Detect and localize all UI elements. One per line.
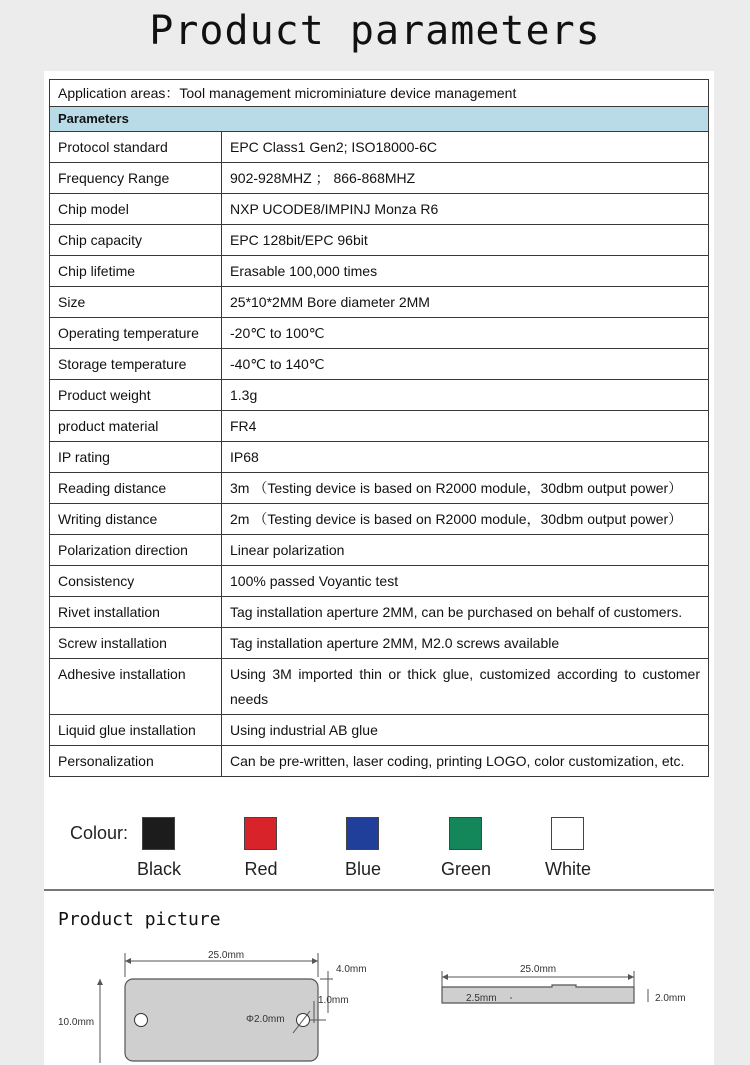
hole-offset-top-label: 4.0mm [336, 964, 367, 975]
table-row [50, 349, 709, 380]
parameter-value: Tag installation aperture 2MM, M2.0 screws available [222, 628, 709, 659]
side-length-label: 25.0mm [520, 964, 557, 975]
parameter-value: 2m （Testing device is based on R2000 module，30dbm output power） [222, 504, 709, 535]
parameter-name: Rivet installation [50, 597, 222, 628]
parameter-value: Erasable 100,000 times [222, 256, 709, 287]
parameter-name: IP rating [50, 442, 222, 473]
parameter-value: Can be pre-written, laser coding, printing LOGO, color customization, etc. [222, 746, 709, 777]
parameter-value: 25*10*2MM Bore diameter 2MM [222, 287, 709, 318]
parameter-name: Chip lifetime [50, 256, 222, 287]
table-row [50, 225, 709, 256]
parameter-name: Chip capacity [50, 225, 222, 256]
table-row [50, 504, 709, 535]
table-row [50, 628, 709, 659]
parameter-name: Adhesive installation [50, 659, 222, 715]
parameter-value: 3m （Testing device is based on R2000 module，30dbm output power） [222, 473, 709, 504]
application-areas: Application areas：Tool management microminiature device management [50, 80, 709, 107]
table-row [50, 256, 709, 287]
table-row [50, 715, 709, 746]
table-row [50, 194, 709, 225]
parameter-value: Linear polarization [222, 535, 709, 566]
parameter-value: Using 3M imported thin or thick glue, customized according to customer needs [222, 659, 709, 715]
table-row [50, 318, 709, 349]
parameters-header-row [50, 107, 709, 132]
table-row [50, 535, 709, 566]
parameter-value: NXP UCODE8/IMPINJ Monza R6 [222, 194, 709, 225]
colour-name: Red [244, 859, 278, 879]
parameter-name: Personalization [50, 746, 222, 777]
parameter-name: Frequency Range [50, 163, 222, 194]
parameter-value: -40℃ to 140℃ [222, 349, 709, 380]
parameters-table [49, 79, 709, 777]
front-height-label: 10.0mm [58, 1017, 95, 1028]
parameter-name: Writing distance [50, 504, 222, 535]
parameter-value: 1.3g [222, 380, 709, 411]
parameter-value: Tag installation aperture 2MM, can be purchased on behalf of customers. [222, 597, 709, 628]
parameter-name: Size [50, 287, 222, 318]
product-drawings [58, 941, 698, 1065]
table-row [50, 380, 709, 411]
table-row [50, 132, 709, 163]
parameter-name: Chip model [50, 194, 222, 225]
parameter-name: Storage temperature [50, 349, 222, 380]
table-row [50, 566, 709, 597]
page-title: Product parameters [149, 8, 601, 54]
colour-swatch [551, 817, 584, 850]
colour-swatch [142, 817, 175, 850]
parameter-name: Operating temperature [50, 318, 222, 349]
front-view-drawing [58, 950, 367, 1063]
application-row [50, 80, 709, 107]
parameter-value: -20℃ to 100℃ [222, 318, 709, 349]
parameter-value: EPC Class1 Gen2; ISO18000-6C [222, 132, 709, 163]
table-row [50, 659, 709, 715]
parameter-value: 100% passed Voyantic test [222, 566, 709, 597]
parameter-name: Product weight [50, 380, 222, 411]
parameter-value: EPC 128bit/EPC 96bit [222, 225, 709, 256]
parameter-name: Polarization direction [50, 535, 222, 566]
parameter-value: Using industrial AB glue [222, 715, 709, 746]
table-row [50, 746, 709, 777]
parameter-value: IP68 [222, 442, 709, 473]
product-picture-title: Product picture [58, 909, 221, 930]
spec-sheet [44, 71, 714, 1065]
parameter-name: Reading distance [50, 473, 222, 504]
parameter-name: Protocol standard [50, 132, 222, 163]
colour-name: Black [136, 859, 181, 879]
hole-diameter-label: Φ2.0mm [246, 1014, 285, 1025]
parameter-name: product material [50, 411, 222, 442]
colour-name: White [544, 859, 591, 879]
colour-swatch [346, 817, 379, 850]
table-row [50, 411, 709, 442]
side-thickness-label: 2.0mm [655, 993, 686, 1004]
colour-swatch [449, 817, 482, 850]
side-view-drawing [442, 964, 686, 1004]
parameter-name: Liquid glue installation [50, 715, 222, 746]
parameter-name: Consistency [50, 566, 222, 597]
colour-swatch [244, 817, 277, 850]
table-row [50, 163, 709, 194]
side-step-label: 2.5mm [466, 993, 497, 1004]
colour-name: Blue [344, 859, 382, 879]
colour-options [44, 807, 714, 889]
table-row [50, 287, 709, 318]
colour-label: Colour: [70, 823, 129, 843]
parameter-value: FR4 [222, 411, 709, 442]
table-row [50, 597, 709, 628]
hole-offset-side-label: 1.0mm [318, 995, 349, 1006]
colour-name: Green [440, 859, 492, 879]
parameter-name: Screw installation [50, 628, 222, 659]
front-length-label: 25.0mm [208, 950, 245, 961]
parameter-value: 902-928MHZ ； 866-868MHZ [222, 163, 709, 194]
table-row [50, 442, 709, 473]
parameters-header: Parameters [50, 107, 709, 132]
section-divider [44, 889, 714, 891]
table-row [50, 473, 709, 504]
